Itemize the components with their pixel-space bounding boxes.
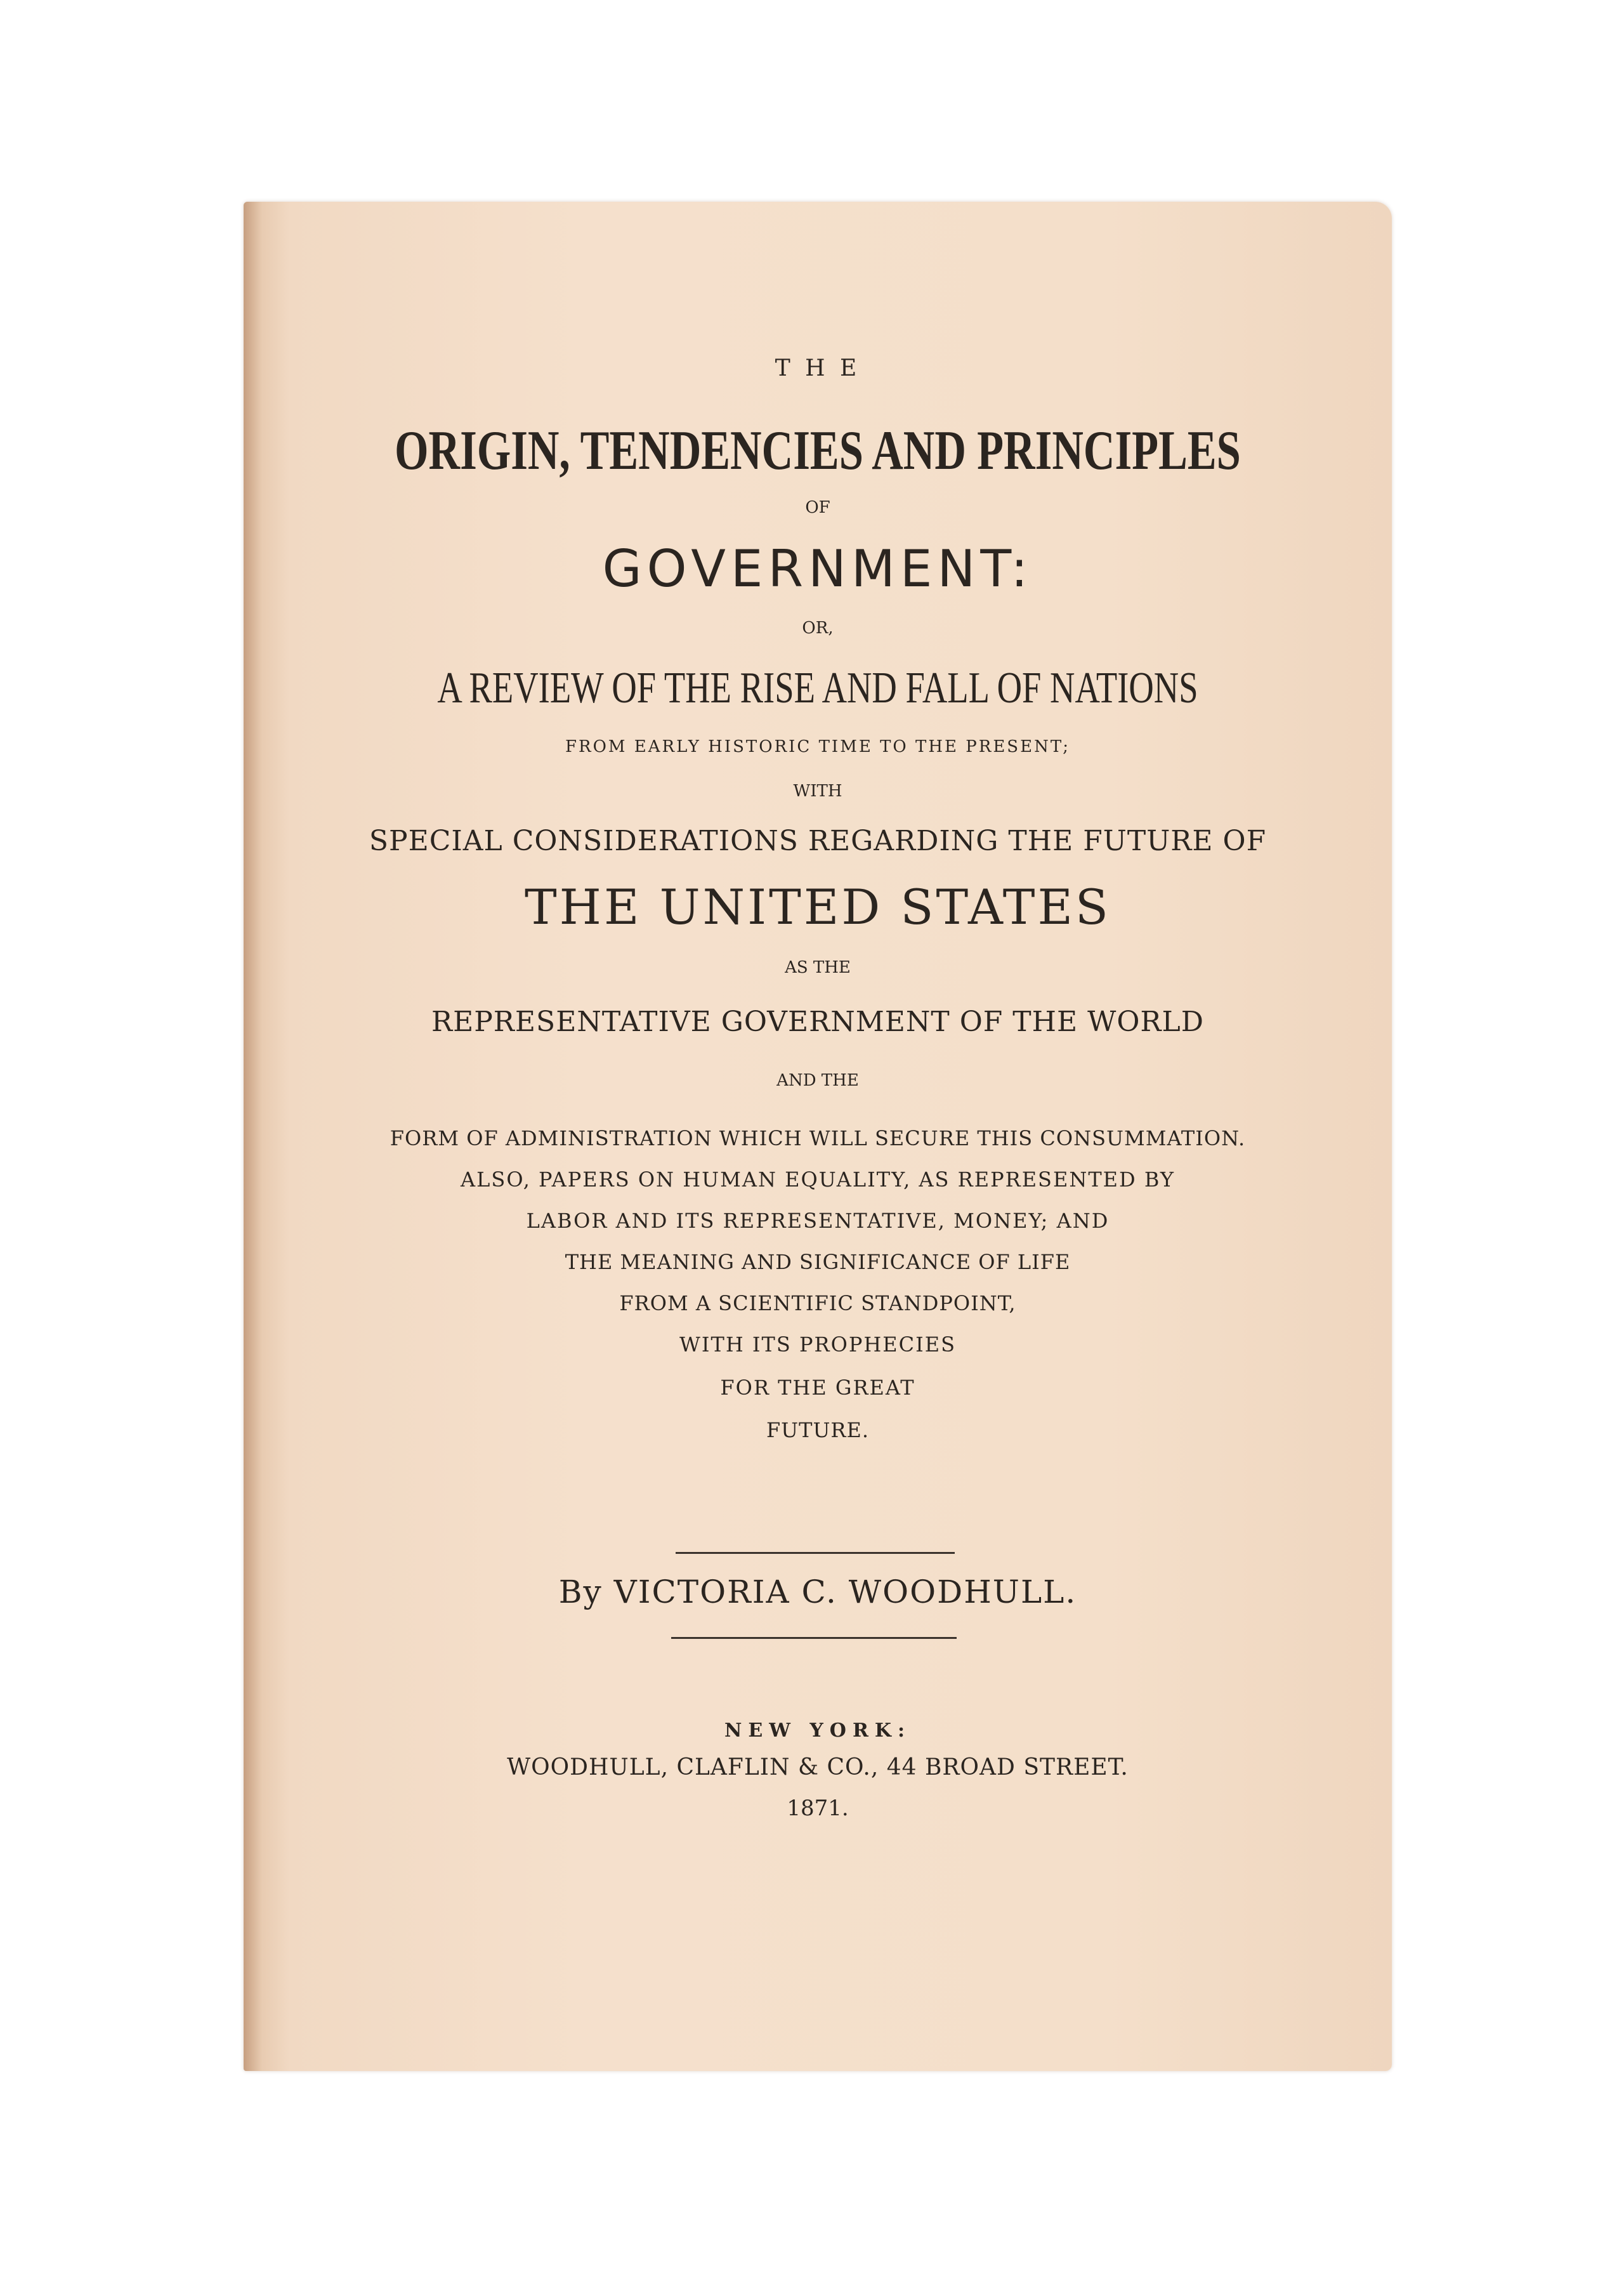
from-early-line: FROM EARLY HISTORIC TIME TO THE PRESENT; bbox=[565, 737, 1071, 756]
with-line: WITH bbox=[793, 782, 842, 801]
author-line: By VICTORIA C. WOODHULL. bbox=[558, 1574, 1077, 1610]
and-the-line: AND THE bbox=[776, 1071, 859, 1090]
rule-below-author bbox=[671, 1637, 957, 1639]
new-york-line: NEW YORK: bbox=[724, 1719, 912, 1742]
united-states: THE UNITED STATES bbox=[524, 879, 1111, 935]
title-government: GOVERNMENT: bbox=[602, 539, 1033, 598]
title-or: OR, bbox=[802, 619, 834, 638]
year-line: 1871. bbox=[787, 1796, 849, 1821]
labor-line: LABOR AND ITS REPRESENTATIVE, MONEY; AND bbox=[526, 1209, 1110, 1233]
future-line: FUTURE. bbox=[766, 1418, 870, 1442]
scientific-line: FROM A SCIENTIFIC STANDPOINT, bbox=[619, 1291, 1016, 1315]
title-the: T H E bbox=[775, 355, 861, 381]
subtitle: A REVIEW OF THE RISE AND FALL OF NATIONS bbox=[437, 664, 1198, 713]
form-of-administration: FORM OF ADMINISTRATION WHICH WILL SECURE THIS CONSUMMATION. bbox=[390, 1126, 1246, 1150]
special-considerations: SPECIAL CONSIDERATIONS REGARDING THE FUTURE OF bbox=[369, 825, 1267, 857]
rule-above-author bbox=[676, 1552, 955, 1554]
title-of: OF bbox=[805, 498, 830, 517]
meaning-line: THE MEANING AND SIGNIFICANCE OF LIFE bbox=[565, 1250, 1071, 1274]
title-main: ORIGIN, TENDENCIES AND PRINCIPLES bbox=[395, 420, 1241, 482]
publisher-line: WOODHULL, CLAFLIN & CO., 44 BROAD STREET. bbox=[507, 1754, 1129, 1780]
prophecies-line: WITH ITS PROPHECIES bbox=[679, 1332, 957, 1357]
also-papers: ALSO, PAPERS ON HUMAN EQUALITY, AS REPRESENTED BY bbox=[461, 1167, 1175, 1192]
great-line: FOR THE GREAT bbox=[720, 1376, 915, 1400]
representative-government: REPRESENTATIVE GOVERNMENT OF THE WORLD bbox=[431, 1006, 1205, 1038]
as-the-line: AS THE bbox=[785, 958, 851, 977]
